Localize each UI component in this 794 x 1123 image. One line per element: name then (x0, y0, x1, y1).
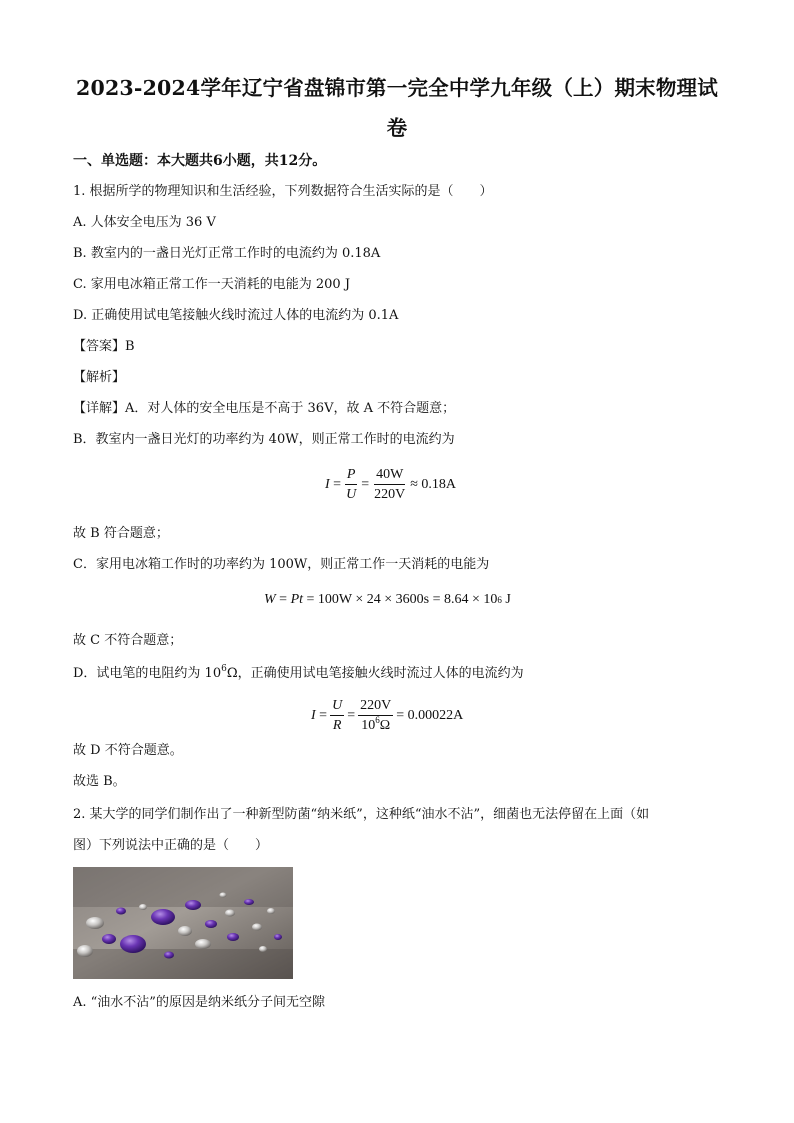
final-choice: 故选 B。 (73, 774, 126, 789)
eq1-fraction-values: $\frac{40W}{220V}$ (374, 467, 406, 502)
analysis-label: 【解析】 (73, 370, 126, 385)
q1-option-b: B. 教室内的一盏日光灯正常工作时的电流约为 0.18A (73, 246, 381, 261)
eq1-fraction-symbolic: $\frac{P}{U}$ (346, 467, 357, 502)
title-line-1: 2023-2024学年辽宁省盘锦市第一完全中学九年级（上）期末物理试 (76, 76, 718, 100)
page-title (60, 68, 734, 148)
q2-option-a: A. “油水不沾”的原因是纳米纸分子间无空隙 (73, 995, 325, 1010)
equation-energy-fridge: W = P t = 100W × 24 × 3600s = 8.64 × 10 6 J (264, 592, 511, 607)
eq3-fraction-values: $\frac{220V}{10^6\Omega}$ (360, 698, 392, 733)
eq1-result: ≈ 0.18A (410, 476, 457, 492)
q1-option-c: C. 家用电冰箱正常工作一天消耗的电能为 200 J (73, 277, 351, 292)
eq3-result: = 0.00022A (396, 707, 464, 723)
equation-current-lamp: I = $\frac{P}{U}$ = $\frac{40W}{220V}$ ≈ 0.18A (325, 467, 457, 502)
q1-option-d: D. 正确使用试电笔接触火线时流过人体的电流约为 0.1A (73, 308, 399, 323)
question-2-stem-line-1: 2. 某大学的同学们制作出了一种新型防菌“纳米纸”，这种纸“油水不沾”，细菌也无法停留在上面（如 (73, 807, 650, 822)
title-line-2: 卷 (386, 116, 408, 140)
question-1-stem: 1. 根据所学的物理知识和生活经验，下列数据符合生活实际的是（ ） (73, 184, 493, 199)
conclusion-c: 故 C 不符合题意； (73, 633, 183, 648)
nano-paper-droplets-image (73, 867, 293, 979)
equation-current-tester: I = $\frac{U}{R}$ = $\frac{220V}{10^6\Omega}$ = 0.00022A (311, 698, 464, 733)
section-heading: 一、单选题：本大题共6小题，共12分。 (73, 153, 327, 169)
detail-b: B．教室内一盏日光灯的功率约为 40W，则正常工作时的电流约为 (73, 432, 455, 447)
conclusion-d: 故 D 不符合题意。 (73, 743, 183, 758)
conclusion-b: 故 B 符合题意； (73, 526, 169, 541)
question-2-stem-line-2: 图）下列说法中正确的是（ ） (73, 838, 269, 853)
detail-d: D．试电笔的电阻约为 $10^6\Omega$，正确使用试电笔接触火线时流过人体的电流约为 (73, 664, 524, 681)
detail-c: C．家用电冰箱工作时的功率约为 100W，则正常工作一天消耗的电能为 (73, 557, 490, 572)
eq3-fraction-symbolic: $\frac{U}{R}$ (332, 698, 343, 733)
q1-option-a: A. 人体安全电压为 36 V (73, 215, 216, 230)
eq1-lhs: I (325, 476, 330, 492)
detail-a: 【详解】A．对人体的安全电压是不高于 36V，故 A 不符合题意； (73, 401, 456, 416)
answer-label: 【答案】B (73, 339, 135, 354)
eq2-middle: = 100W × 24 × 3600s = 8.64 × 10 (306, 592, 498, 607)
